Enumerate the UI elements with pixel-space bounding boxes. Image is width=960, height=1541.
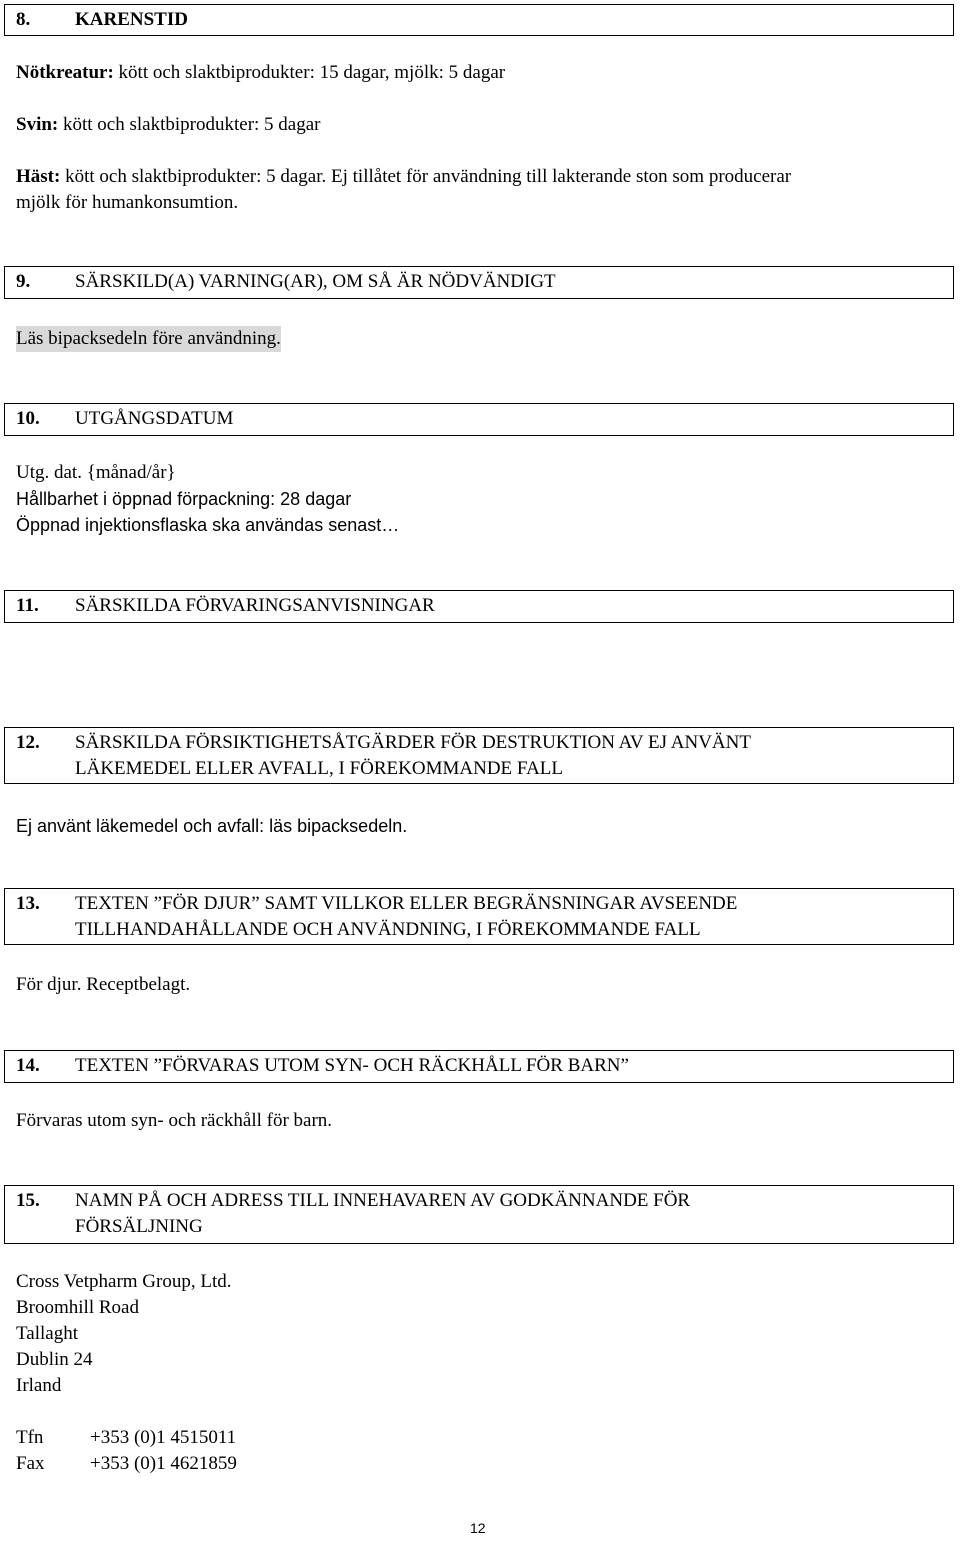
fax-row — [16, 1451, 237, 1477]
address-area: Tallaght — [16, 1323, 78, 1344]
section-title-line1: TEXTEN ”FÖR DJUR” SAMT VILLKOR ELLER BEGRÄNSNINGAR AVSEENDE — [75, 893, 738, 914]
section-title-line2: TILLHANDAHÅLLANDE OCH ANVÄNDNING, I FÖREKOMMANDE FALL — [75, 919, 701, 940]
expiry-date: Utg. dat. {månad/år} — [16, 462, 176, 483]
withdrawal-horse — [16, 164, 791, 190]
phone-label: Tfn — [16, 1427, 44, 1448]
withdrawal-horse-cont: mjölk för humankonsumtion. — [16, 192, 239, 213]
for-animals-text: För djur. Receptbelagt. — [16, 974, 191, 995]
fax-label: Fax — [16, 1453, 45, 1474]
pig-label: Svin: — [16, 114, 59, 135]
section-10-header — [4, 403, 954, 436]
section-title: SÄRSKILDA FÖRVARINGSANVISNINGAR — [75, 595, 435, 616]
disposal-text: Ej använt läkemedel och avfall: läs bipacksedeln. — [16, 816, 408, 836]
phone-number: +353 (0)1 4515011 — [90, 1427, 237, 1448]
section-9-header — [4, 266, 954, 299]
section-title-line1: NAMN PÅ OCH ADRESS TILL INNEHAVAREN AV GODKÄNNANDE FÖR — [75, 1190, 691, 1211]
withdrawal-pig — [16, 112, 321, 138]
section-title-line1: SÄRSKILDA FÖRSIKTIGHETSÅTGÄRDER FÖR DESTRUKTION AV EJ ANVÄNT — [75, 732, 751, 753]
fax-number: +353 (0)1 4621859 — [90, 1453, 237, 1474]
section-8-header — [4, 4, 954, 36]
section-11-header — [4, 590, 954, 623]
company-name: Cross Vetpharm Group, Ltd. — [16, 1271, 232, 1292]
section-number: 10. — [16, 408, 40, 429]
section-title: KARENSTID — [75, 9, 188, 30]
section-number: 11. — [16, 595, 39, 616]
section-number: 15. — [16, 1190, 40, 1211]
section-title: TEXTEN ”FÖRVARAS UTOM SYN- OCH RÄCKHÅLL FÖR BARN” — [75, 1055, 629, 1076]
keep-away-text: Förvaras utom syn- och räckhåll för barn. — [16, 1110, 333, 1131]
section-14-header — [4, 1050, 954, 1083]
warning-text: Läs bipacksedeln före användning. — [16, 326, 281, 352]
shelf-life-opened: Hållbarhet i öppnad förpackning: 28 dagar — [16, 489, 352, 509]
section-title-line2: FÖRSÄLJNING — [75, 1216, 203, 1237]
section-number: 14. — [16, 1055, 40, 1076]
address-country: Irland — [16, 1375, 62, 1396]
withdrawal-cattle — [16, 60, 505, 86]
pig-text: kött och slaktbiprodukter: 5 dagar — [58, 114, 321, 135]
address-city: Dublin 24 — [16, 1349, 93, 1370]
section-15-header — [4, 1185, 954, 1244]
section-12-header — [4, 727, 954, 784]
section-title-line2: LÄKEMEDEL ELLER AVFALL, I FÖREKOMMANDE FALL — [75, 758, 563, 779]
opened-vial-use: Öppnad injektionsflaska ska användas senast… — [16, 515, 400, 535]
horse-label: Häst: — [16, 166, 61, 187]
section-number: 9. — [16, 271, 31, 292]
section-number: 12. — [16, 732, 40, 753]
address-street: Broomhill Road — [16, 1297, 139, 1318]
section-number: 13. — [16, 893, 40, 914]
section-number: 8. — [16, 9, 31, 30]
section-title: UTGÅNGSDATUM — [75, 408, 234, 429]
cattle-label: Nötkreatur: — [16, 62, 114, 83]
section-title: SÄRSKILD(A) VARNING(AR), OM SÅ ÄR NÖDVÄNDIGT — [75, 271, 556, 292]
phone-row — [16, 1425, 236, 1451]
cattle-text: kött och slaktbiprodukter: 15 dagar, mjölk: 5 dagar — [113, 62, 506, 83]
page-number: 12 — [470, 1520, 486, 1536]
section-13-header — [4, 888, 954, 945]
horse-text: kött och slaktbiprodukter: 5 dagar. Ej tillåtet för användning till lakterande ston som producerar — [60, 166, 792, 187]
